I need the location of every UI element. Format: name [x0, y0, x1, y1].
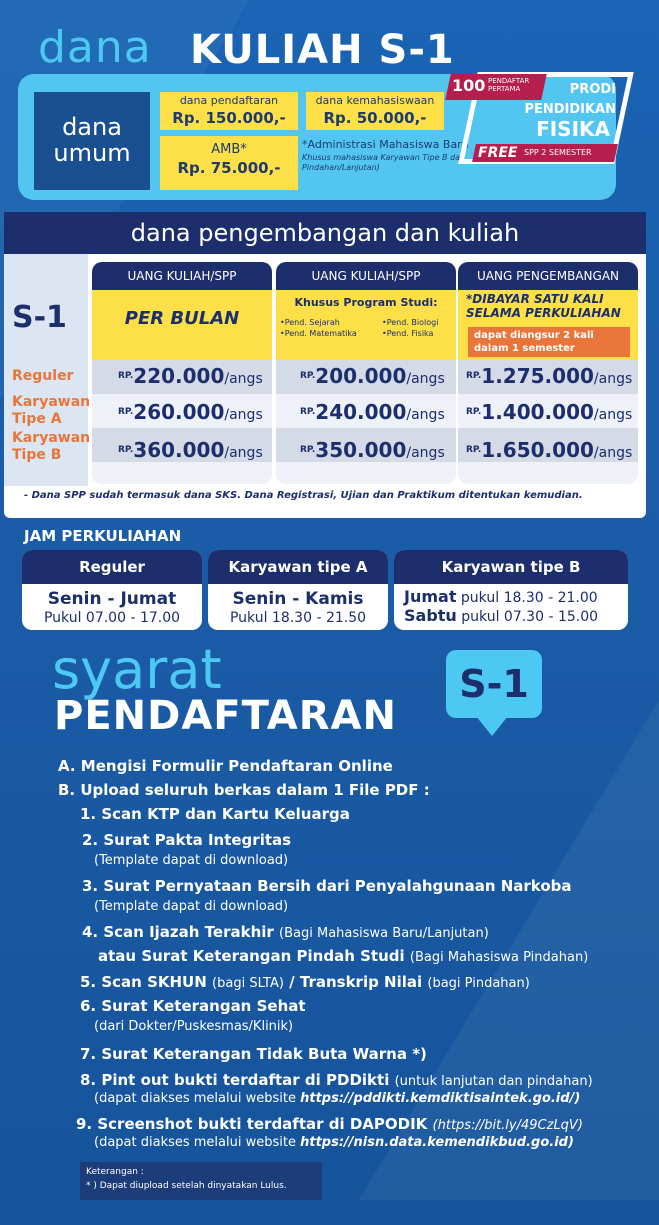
note-text: * ) Dapat diupload setelah dinyatakan Lulus. — [86, 1181, 287, 1191]
schedule-card-tipe-b — [394, 550, 628, 630]
requirement-item: 3. Surat Pernyataan Bersih dari Penyalahgunaan Narkoba — [82, 877, 572, 895]
s1-label: S-1 — [12, 300, 67, 335]
requirement-item: 7. Surat Keterangan Tidak Buta Warna *) — [80, 1045, 427, 1063]
schedule-days: Senin - Kamis — [232, 589, 364, 609]
price-cell: $^{RP.}$240.000/angs — [300, 400, 445, 424]
requirement-sub: (dari Dokter/Puskesmas/Klinik) — [94, 1019, 294, 1034]
promo-number: 100 — [452, 76, 486, 95]
s1-badge: S-1 — [446, 650, 542, 718]
khusus-prodi-title: Khusus Program Studi: — [294, 296, 438, 309]
promo-prodi: PRODI — [569, 82, 616, 97]
pendaftaran-title: PENDAFTARAN — [54, 693, 397, 739]
promo-number-text: PENDAFTAR PERTAMA — [488, 77, 530, 93]
development-title: dana pengembangan dan kuliah — [4, 212, 646, 254]
promo-spp: SPP 2 SEMESTER — [524, 148, 592, 157]
requirement-sub: (Template dapat di download) — [94, 853, 289, 868]
dana-umum-box — [34, 92, 150, 190]
s1-badge-tail — [476, 716, 508, 736]
syarat-title: syarat — [52, 638, 222, 701]
price-cell: $^{RP.}$1.650.000/angs — [466, 438, 633, 462]
row-label-tipe-b: Karyawan Tipe B — [12, 430, 91, 463]
price-cell: $^{RP.}$1.275.000/angs — [466, 364, 633, 388]
requirement-item: 4. Scan Ijazah Terakhir (Bagi Mahasiswa Baru/Lanjutan) — [82, 923, 489, 941]
price-cell: $^{RP.}$360.000/angs — [118, 438, 263, 462]
schedule-card-tipe-a — [208, 550, 388, 630]
requirement-item: 9. Screenshot bukti terdaftar di DAPODIK (https://bit.ly/49CzLqV) — [76, 1115, 583, 1133]
angsur-badge: dapat diangsur 2 kali dalam 1 semester — [468, 327, 630, 357]
fee-label: dana pendaftaran — [179, 94, 279, 107]
requirement-b: B. Upload seluruh berkas dalam 1 File PDF : — [58, 781, 430, 799]
requirement-item: 2. Surat Pakta Integritas — [82, 831, 292, 849]
schedule-header: Karyawan tipe A — [208, 550, 388, 584]
requirement-sub: (dapat diakses melalui website https://nisn.data.kemendikbud.go.id) — [94, 1135, 574, 1150]
fee-label: AMB* — [211, 142, 247, 157]
requirement-item: 6. Surat Keterangan Sehat — [80, 997, 306, 1015]
schedule-title: JAM PERKULIAHAN — [24, 527, 182, 545]
prodi-item: •Pend. Matematika — [280, 329, 357, 338]
requirement-item: 5. Scan SKHUN (bagi SLTA) / Transkrip Nilai (bagi Pindahan) — [80, 973, 530, 991]
fee-value: Rp. 75.000,- — [177, 159, 281, 177]
umum-line1: dana — [62, 113, 122, 141]
row-label-tipe-a: Karyawan Tipe A — [12, 394, 91, 427]
fee-label: dana kemahasiswaan — [315, 94, 435, 107]
schedule-line: Jumat pukul 18.30 - 21.00 — [404, 587, 598, 606]
price-cell: $^{RP.}$260.000/angs — [118, 400, 263, 424]
dibayar-note: *DIBAYAR SATU KALI SELAMA PERKULIAHAN — [466, 292, 621, 320]
title-dana: dana — [38, 22, 152, 73]
requirement-item-alt: atau Surat Keterangan Pindah Studi (Bagi Mahasiswa Pindahan) — [98, 947, 589, 965]
column-header: UANG PENGEMBANGAN — [458, 262, 638, 290]
schedule-hours: Pukul 18.30 - 21.50 — [229, 610, 367, 626]
requirement-sub: (Template dapat di download) — [94, 899, 289, 914]
schedule-header: Karyawan tipe B — [394, 550, 628, 584]
fee-pendaftaran — [160, 92, 298, 130]
umum-line2: umum — [53, 139, 131, 167]
fee-value: Rp. 150.000,- — [172, 109, 286, 127]
note-box — [80, 1162, 322, 1200]
admin-note — [302, 138, 472, 173]
requirement-item: 1. Scan KTP dan Kartu Keluarga — [80, 805, 350, 823]
price-cell: $^{RP.}$200.000/angs — [300, 364, 445, 388]
development-note: - Dana SPP sudah termasuk dana SKS. Dana Registrasi, Ujian dan Praktikum ditentukan kemudian. — [24, 490, 583, 501]
promo-free: FREE — [478, 145, 518, 161]
fee-amb — [160, 136, 298, 190]
per-bulan-label: PER BULAN — [124, 308, 240, 329]
note-label: Keterangan : — [86, 1167, 144, 1177]
column-header: UANG KULIAH/SPP — [276, 262, 456, 290]
prodi-item: •Pend. Fisika — [382, 329, 434, 338]
column-header: UANG KULIAH/SPP — [92, 262, 272, 290]
price-cell: $^{RP.}$220.000/angs — [118, 364, 263, 388]
requirement-item: 8. Pint out bukti terdaftar di PDDikti (untuk lanjutan dan pindahan) — [80, 1071, 593, 1089]
requirement-a: A. Mengisi Formulir Pendaftaran Online — [58, 757, 393, 775]
title-kuliah-s1: KULIAH S-1 — [190, 27, 455, 73]
price-cell: $^{RP.}$1.400.000/angs — [466, 400, 633, 424]
prodi-item: •Pend. Biologi — [382, 318, 439, 327]
requirement-sub: (dapat diakses melalui website https://pddikti.kemdiktisaintek.go.id/) — [94, 1091, 581, 1106]
fee-value: Rp. 50.000,- — [323, 109, 427, 127]
schedule-line: Sabtu pukul 07.30 - 15.00 — [404, 606, 599, 625]
promo-fisika: FISIKA — [536, 117, 610, 141]
schedule-hours: Pukul 07.00 - 17.00 — [43, 610, 181, 626]
schedule-card-reguler — [22, 550, 202, 630]
promo-pendidikan: PENDIDIKAN — [524, 102, 616, 117]
admin-note-small: Khusus mahasiswa Karyawan Tipe B dan Pindahan/Lanjutan) — [302, 153, 466, 172]
prodi-item: •Pend. Sejarah — [280, 318, 340, 327]
price-cell: $^{RP.}$350.000/angs — [300, 438, 445, 462]
admin-note-text: *Administrasi Mahasiswa Baru — [302, 138, 469, 151]
row-label-reguler: Reguler — [12, 368, 74, 384]
schedule-days: Senin - Jumat — [47, 589, 177, 609]
schedule-header: Reguler — [22, 550, 202, 584]
fee-kemahasiswaan — [306, 92, 444, 130]
